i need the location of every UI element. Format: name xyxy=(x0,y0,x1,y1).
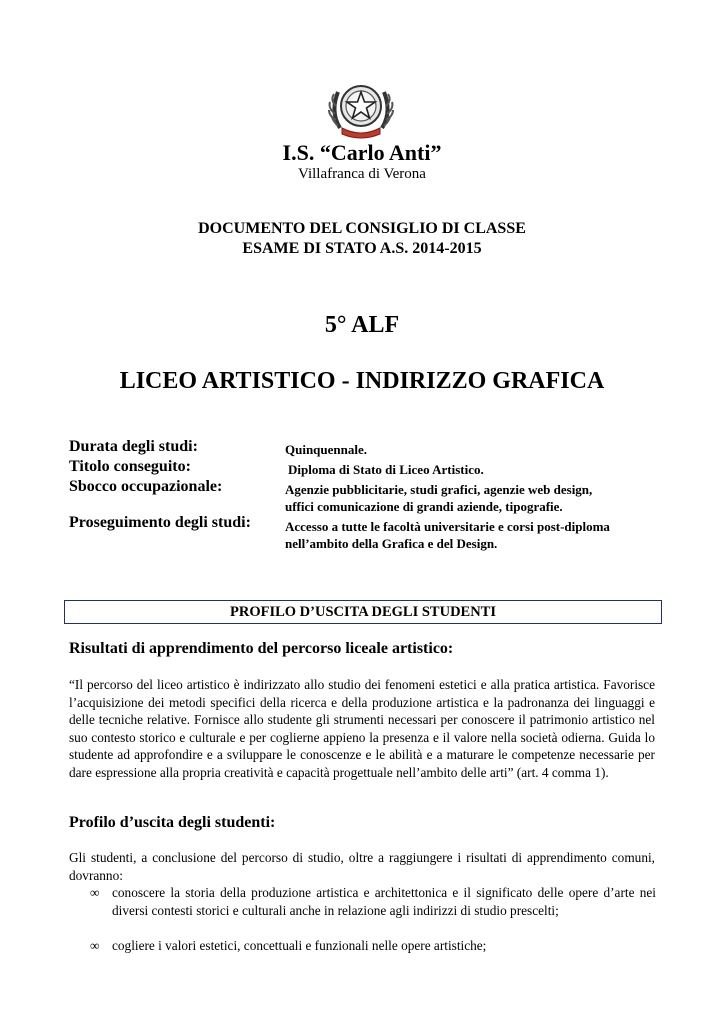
duration-value: Quinquennale. xyxy=(285,442,368,457)
school-city: Villafranca di Verona xyxy=(298,166,426,182)
career-label: Sbocco occupazionale: xyxy=(69,478,223,495)
career-value-line1: Agenzie pubblicitarie, studi grafici, agenzie web design, xyxy=(285,482,593,497)
continuation-value-line1: Accesso a tutte le facoltà universitarie e corsi post-diploma xyxy=(285,519,610,534)
school-name: I.S. “Carlo Anti” xyxy=(282,140,442,165)
student-profile-heading: Profilo d’uscita degli studenti: xyxy=(69,814,276,831)
learning-results-paragraph: “Il percorso del liceo artistico è indirizzato allo studio dei fenomeni estetici e alla pratica artistica. Favorisce l’acquisizione dei metodi specifici della ricerca e della produzione artistica e la padronanza dei linguaggi e delle tecniche relative. Fornisce allo studente gli strumenti necessari per conoscere il patrimonio artistico nel suo contesto storico e culturale e per coglierne appieno la presenza e il valore nella società odierna. Guida lo studente ad approfondire e a sviluppare le conoscenze e le abilità e a maturare le competenze necessarie per dare espressione alla propria creatività e capacità progettuale nell’ambito delle arti” (art. 4 comma 1). xyxy=(69,677,655,780)
exam-year-title: ESAME DI STATO A.S. 2014-2015 xyxy=(242,240,482,257)
title-label: Titolo conseguito: xyxy=(69,458,191,475)
continuation-label: Proseguimento degli studi: xyxy=(69,514,251,531)
course-name: LICEO ARTISTICO - INDIRIZZO GRAFICA xyxy=(119,368,605,394)
class-name: 5° ALF xyxy=(324,312,400,338)
list-item xyxy=(90,937,656,955)
duration-label: Durata degli studi: xyxy=(69,438,198,455)
continuation-value-line2: nell’ambito della Grafica e del Design. xyxy=(285,536,498,551)
career-value-line2: uffici comunicazione di grandi aziende, tipografie. xyxy=(285,499,563,514)
list-item-text: cogliere i valori estetici, concettuali e funzionali nelle opere artistiche; xyxy=(112,938,487,953)
document-title: DOCUMENTO DEL CONSIGLIO DI CLASSE xyxy=(198,220,526,237)
title-value: Diploma di Stato di Liceo Artistico. xyxy=(288,462,484,477)
italian-republic-emblem-icon xyxy=(326,76,396,142)
infinity-bullet-icon: ∞ xyxy=(90,938,100,953)
infinity-bullet-icon: ∞ xyxy=(90,885,100,900)
student-profile-intro: Gli studenti, a conclusione del percorso di studio, oltre a raggiungere i risultati di apprendimento comuni, dovranno: xyxy=(69,850,655,883)
list-item-text: conoscere la storia della produzione artistica e architettonica e il significato delle opere d’arte nei diversi contesti storici e culturali anche in relazione agli indirizzi di studio prescelti; xyxy=(112,885,656,918)
learning-results-heading: Risultati di apprendimento del percorso liceale artistico: xyxy=(69,640,454,657)
profile-section-box: PROFILO D’USCITA DEGLI STUDENTI xyxy=(64,600,662,624)
list-item xyxy=(90,884,656,919)
